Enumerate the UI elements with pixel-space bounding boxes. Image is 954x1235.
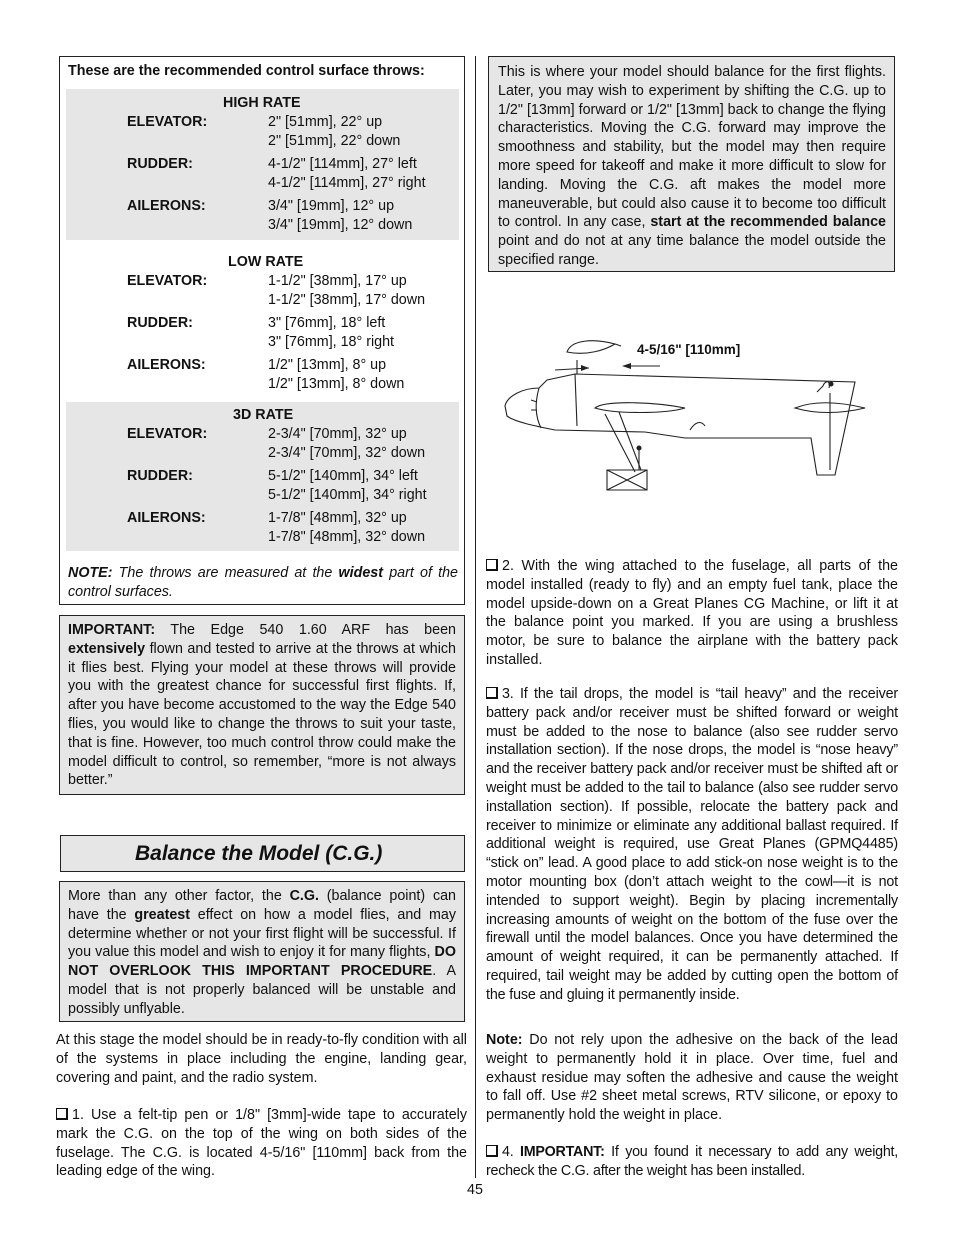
checkbox-icon[interactable] bbox=[486, 687, 498, 699]
rate-label: AILERONS: bbox=[127, 198, 206, 214]
rate-label: RUDDER: bbox=[127, 315, 193, 331]
rate-value: 1/2" [13mm], 8° down bbox=[268, 376, 405, 392]
rate-heading: LOW RATE bbox=[228, 254, 304, 270]
checkbox-icon[interactable] bbox=[486, 559, 498, 571]
rate-value: 4-1/2" [114mm], 27° right bbox=[268, 175, 426, 191]
section-heading bbox=[60, 835, 465, 872]
rate-label: RUDDER: bbox=[127, 468, 193, 484]
note-lead-weight: Note: Do not rely upon the adhesive on the back of the lead weight to permanently hold it in place. Over time, fuel and exhaust residue may soften the adhesive and cause the weight to fall off. Use #2 sheet metal screws, RTV silicone, or epoxy to permanently hold the weight in place. bbox=[486, 1032, 898, 1124]
rate-label: ELEVATOR: bbox=[127, 114, 208, 130]
rate-value: 1-7/8" [48mm], 32° down bbox=[268, 529, 426, 545]
rate-value: 2" [51mm], 22° down bbox=[268, 133, 401, 149]
wing-airfoil bbox=[567, 341, 615, 354]
rate-value: 3" [76mm], 18° left bbox=[268, 315, 386, 331]
rate-heading: 3D RATE bbox=[233, 407, 294, 423]
step-4: 4. IMPORTANT: If you found it necessary to add any weight, recheck the C.G. after the weight has been installed. bbox=[486, 1144, 898, 1179]
important-box: IMPORTANT: The Edge 540 1.60 ARF has been extensively flown and tested to arrive at the throws at which it flies best. Flying your model at these throws will provide you with the greatest chance for successful first flights. If, after you have become accustomed to the way the Edge 540 flies, you would like to change the throws to suit your taste, that is fine. However, too much control throw could make the model difficult to control, so remember, “more is not always better.” bbox=[59, 615, 465, 795]
3d-rate-block bbox=[66, 402, 459, 551]
balance-range-box: This is where your model should balance for the first flights. Later, you may wish to experiment by shifting the C.G. up to 1/2" [13mm] forward or 1/2" [13mm] back to change the flying characteristics. Moving the C.G. forward may improve the smoothness and stability, but the model may then require more speed for takeoff and make it more difficult to slow for landing. Moving the C.G. aft makes the model more maneuverable, but could also cause it to become too difficult to control. In any case, start at the recommended balance point and do not at any time balance the model outside the specified range. bbox=[488, 56, 895, 272]
low-rate-block bbox=[66, 249, 459, 399]
rate-value: 1/2" [13mm], 8° up bbox=[268, 357, 387, 373]
rate-label: ELEVATOR: bbox=[127, 426, 208, 442]
rate-label: ELEVATOR: bbox=[127, 273, 208, 289]
cg-box: More than any other factor, the C.G. (balance point) can have the greatest effect on how a model flies, and may determine whether or not your first flight will be successful. If you value this model and wish to enjoy it for many flights, DO NOT OVERLOOK THIS IMPORTANT PROCEDURE. A model that is not properly balanced will be unstable and possibly unflyable. bbox=[59, 881, 465, 1022]
rate-label: AILERONS: bbox=[127, 357, 206, 373]
rate-value: 1-1/2" [38mm], 17° up bbox=[268, 273, 407, 289]
rate-value: 2-3/4" [70mm], 32° down bbox=[268, 445, 426, 461]
rate-value: 2-3/4" [70mm], 32° up bbox=[268, 426, 407, 442]
rate-heading: HIGH RATE bbox=[223, 95, 301, 111]
rate-value: 1-1/2" [38mm], 17° down bbox=[268, 292, 426, 308]
cg-dimension-label: 4-5/16" [110mm] bbox=[637, 342, 741, 357]
page-number: 45 bbox=[467, 1182, 483, 1198]
rate-value: 1-7/8" [48mm], 32° up bbox=[268, 510, 407, 526]
step-1: 1. Use a felt-tip pen or 1/8" [3mm]-wide tape to accurately mark the C.G. on the top of the wing on both sides of the fuselage. The C.G. is located 4-5/16" [110mm] back from the leading edge of the wing. bbox=[56, 1107, 467, 1180]
high-rate-block bbox=[66, 89, 459, 240]
column-divider bbox=[475, 56, 476, 1178]
section-title: Balance the Model (C.G.) bbox=[135, 842, 383, 865]
step-3: 3. If the tail drops, the model is “tail heavy” and the receiver battery pack and/or receiver must be shifted forward or weight must be added to the nose to balance (also see rudder servo installation section). If the nose drops, the model is “nose heavy” and the receiver battery pack and/or receiver must be shifted aft or weight must be added to the tail to balance (also see rudder servo installation section). If possible, relocate the battery pack and receiver to minimize or eliminate any additional ballast required. If additional weight is required, use Great Planes (GPMQ4485) “stick on” lead. A good place to add stick-on nose weight is to the motor mounting box (don’t attach weight to the cowl—it is not intended to support weight). Begin by placing incrementally increasing amounts of weight on the bottom of the fuse over the firewall until the model balances. Once you have determined the amount of weight required, it can be permanently attached. If required, tail weight may be added by cutting open the bottom of the fuse and gluing it permanently inside. bbox=[486, 686, 898, 1003]
rate-value: 3" [76mm], 18° right bbox=[268, 334, 395, 350]
checkbox-icon[interactable] bbox=[56, 1108, 68, 1120]
rate-value: 3/4" [19mm], 12° up bbox=[268, 198, 395, 214]
step-2: 2. With the wing attached to the fuselage, all parts of the model installed (ready to fly) and an empty fuel tank, place the model upside-down on a Great Planes CG Machine, or lift it at the balance point you marked. If you are using a brushless motor, be sure to balance the airplane with the battery pack installed. bbox=[486, 558, 898, 668]
throws-note: NOTE: The throws are measured at the widest part of the control surfaces. bbox=[68, 565, 458, 600]
rate-value: 5-1/2" [140mm], 34° right bbox=[268, 487, 427, 503]
rate-value: 2" [51mm], 22° up bbox=[268, 114, 383, 130]
rate-label: RUDDER: bbox=[127, 156, 193, 172]
rate-value: 4-1/2" [114mm], 27° left bbox=[268, 156, 417, 172]
rate-value: 3/4" [19mm], 12° down bbox=[268, 217, 413, 233]
throws-box bbox=[59, 56, 465, 605]
fuselage-outline bbox=[505, 374, 855, 475]
checkbox-icon[interactable] bbox=[486, 1145, 498, 1157]
throws-title: These are the recommended control surface throws: bbox=[68, 63, 425, 79]
intro-paragraph: At this stage the model should be in ready-to-fly condition with all of the systems in place including the engine, landing gear, covering and paint, and the radio system. bbox=[56, 1032, 467, 1086]
rate-value: 5-1/2" [140mm], 34° left bbox=[268, 468, 418, 484]
rate-label: AILERONS: bbox=[127, 510, 206, 526]
